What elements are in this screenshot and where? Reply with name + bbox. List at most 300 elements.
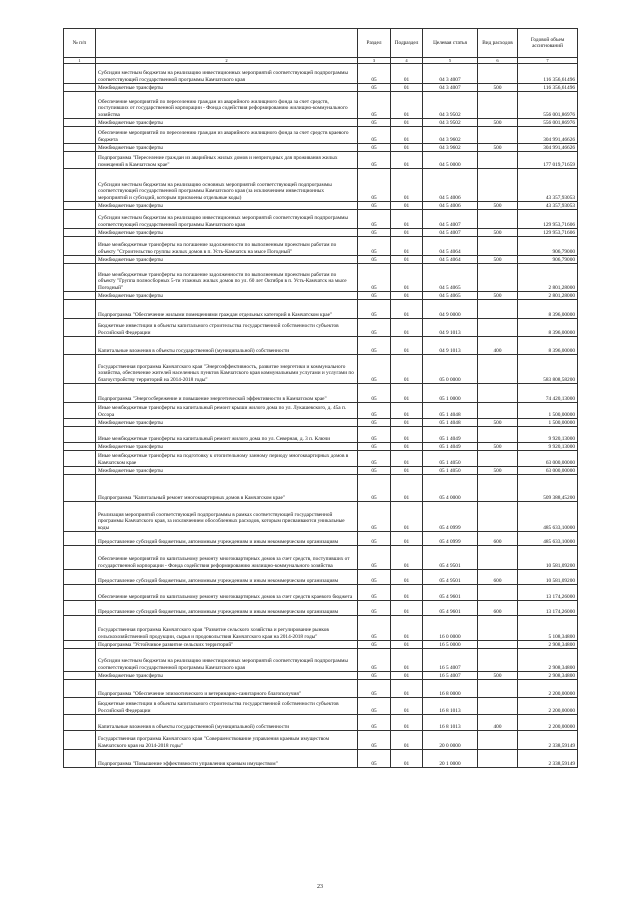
table-row <box>64 384 578 403</box>
row-num-cell <box>64 419 96 427</box>
row-amount-cell: 2 908,34800 <box>518 672 578 680</box>
table-row <box>64 427 578 443</box>
row-num-cell <box>64 152 96 169</box>
table-row <box>64 355 578 384</box>
table-row <box>64 443 578 451</box>
table-row <box>64 319 578 337</box>
row-csr-cell: 04 5 4064 <box>423 256 478 264</box>
row-amount-cell: 1 500,00000 <box>518 403 578 419</box>
row-csr-cell: 05 1 4049 <box>423 427 478 443</box>
row-name-cell: Межбюджетные трансферты <box>96 467 358 475</box>
row-num-cell <box>64 210 96 229</box>
row-num-cell <box>64 731 96 750</box>
row-podrazdel-cell: 01 <box>391 210 423 229</box>
row-num-cell <box>64 467 96 475</box>
row-podrazdel-cell: 01 <box>391 256 423 264</box>
row-csr-cell: 05 4 9601 <box>423 601 478 616</box>
row-razdel-cell: 05 <box>358 443 391 451</box>
table-row <box>64 641 578 649</box>
row-razdel-cell: 05 <box>358 715 391 731</box>
row-csr-cell: 05 1 0000 <box>423 384 478 403</box>
row-csr-cell: 16 8 0000 <box>423 680 478 698</box>
table-row <box>64 532 578 546</box>
row-name-cell: Капитальные вложения в объекты государственной (муниципальной) собственности <box>96 715 358 731</box>
row-name-cell: Подпрограмма "Устойчивое развитие сельских территорий" <box>96 641 358 649</box>
row-csr-cell: 04 3 4007 <box>423 64 478 84</box>
table-row <box>64 84 578 92</box>
row-razdel-cell: 05 <box>358 451 391 467</box>
table-row <box>64 256 578 264</box>
column-number: 5 <box>423 58 478 64</box>
row-csr-cell: 04 3 9502 <box>423 92 478 119</box>
row-num-cell <box>64 92 96 119</box>
row-num-cell <box>64 427 96 443</box>
row-razdel-cell: 05 <box>358 403 391 419</box>
column-number: 7 <box>518 58 578 64</box>
row-amount-cell: 129 953,71606 <box>518 229 578 237</box>
row-csr-cell: 05 4 0999 <box>423 532 478 546</box>
row-vr-cell <box>478 355 518 384</box>
row-name-cell: Подпрограмма "Обеспечение жилыми помещениями граждан отдельных категорий в Камчатском крае" <box>96 300 358 319</box>
row-csr-cell: 05 4 9601 <box>423 585 478 601</box>
row-podrazdel-cell: 01 <box>391 292 423 300</box>
row-razdel-cell: 05 <box>358 319 391 337</box>
row-razdel-cell: 05 <box>358 292 391 300</box>
row-podrazdel-cell: 01 <box>391 467 423 475</box>
row-razdel-cell: 05 <box>358 585 391 601</box>
row-name-cell: Межбюджетные трансферты <box>96 229 358 237</box>
row-name-cell: Иные межбюджетные трансферты на капитальный ремонт крыши жилого дома по ул. Лукашевского, д. 45а п. Оссора <box>96 403 358 419</box>
row-csr-cell: 16 5 0000 <box>423 641 478 649</box>
row-name-cell: Обеспечение мероприятий по капитальному ремонту многоквартирных домов за счет средств краевого бюджета <box>96 585 358 601</box>
table-row <box>64 229 578 237</box>
row-vr-cell: 500 <box>478 144 518 152</box>
row-vr-cell <box>478 384 518 403</box>
table-row <box>64 300 578 319</box>
row-csr-cell: 04 9 0000 <box>423 300 478 319</box>
row-razdel-cell: 05 <box>358 300 391 319</box>
row-podrazdel-cell: 01 <box>391 427 423 443</box>
row-amount-cell: 63 000,00000 <box>518 451 578 467</box>
row-name-cell: Реализация мероприятий соответствующей подпрограммы в рамках соответствующей государственной программы Камчатского края, за исключением обособленных расходов, которым присваиваются уникальные коды <box>96 502 358 532</box>
row-vr-cell <box>478 319 518 337</box>
row-name-cell: Государственная программа Камчатского края "Энергоэффективность, развитие энергетики и коммунального хозяйства, обеспечение жителей населенных пунктов Камчатского края коммунальными услугами и услугами по благоустройству территорий на 2014-2018 годы" <box>96 355 358 384</box>
row-vr-cell: 600 <box>478 532 518 546</box>
row-name-cell: Подпрограмма "Капитальный ремонт многоквартирных домов в Камчатском крае" <box>96 475 358 502</box>
row-name-cell: Обеспечение мероприятий по переселению граждан из аварийного жилищного фонда за счет средств краевого бюджета <box>96 127 358 144</box>
row-podrazdel-cell: 01 <box>391 731 423 750</box>
row-csr-cell: 20 0 0000 <box>423 731 478 750</box>
row-amount-cell: 8 396,00000 <box>518 300 578 319</box>
row-podrazdel-cell: 01 <box>391 152 423 169</box>
header-vr: Вид расходов <box>478 29 518 58</box>
row-amount-cell: 906,79000 <box>518 237 578 256</box>
row-csr-cell: 04 5 4007 <box>423 229 478 237</box>
row-razdel-cell: 05 <box>358 84 391 92</box>
row-num-cell <box>64 475 96 502</box>
row-csr-cell: 04 5 4064 <box>423 237 478 256</box>
row-amount-cell: 9 920,13000 <box>518 443 578 451</box>
row-csr-cell: 16 0 0000 <box>423 616 478 641</box>
row-num-cell <box>64 715 96 731</box>
row-vr-cell: 500 <box>478 84 518 92</box>
row-num-cell <box>64 355 96 384</box>
row-podrazdel-cell: 01 <box>391 169 423 202</box>
row-num-cell <box>64 264 96 292</box>
page-number: 23 <box>317 884 323 890</box>
row-razdel-cell: 05 <box>358 384 391 403</box>
row-num-cell <box>64 144 96 152</box>
row-csr-cell: 04 5 4065 <box>423 292 478 300</box>
row-podrazdel-cell: 01 <box>391 475 423 502</box>
row-num-cell <box>64 570 96 585</box>
row-name-cell: Межбюджетные трансферты <box>96 202 358 210</box>
table-row <box>64 649 578 672</box>
row-num-cell <box>64 384 96 403</box>
row-csr-cell: 05 4 9501 <box>423 570 478 585</box>
row-razdel-cell: 05 <box>358 467 391 475</box>
row-num-cell <box>64 502 96 532</box>
row-vr-cell <box>478 210 518 229</box>
table-row <box>64 144 578 152</box>
row-amount-cell: 304 991,46626 <box>518 127 578 144</box>
row-podrazdel-cell: 01 <box>391 355 423 384</box>
row-razdel-cell: 05 <box>358 502 391 532</box>
row-name-cell: Субсидии местным бюджетам на реализацию инвестиционных мероприятий соответствующей подпрограммы соответствующей государственной программы Камчатского края <box>96 210 358 229</box>
row-name-cell: Предоставление субсидий бюджетным, автономным учреждениям и иным некоммерческим организациям <box>96 601 358 616</box>
row-amount-cell: 2 801,28000 <box>518 292 578 300</box>
row-name-cell: Капитальные вложения в объекты государственной (муниципальной) собственности <box>96 337 358 355</box>
header-row <box>64 29 578 58</box>
row-csr-cell: 04 3 4007 <box>423 84 478 92</box>
row-name-cell: Межбюджетные трансферты <box>96 119 358 127</box>
row-razdel-cell: 05 <box>358 649 391 672</box>
row-num-cell <box>64 585 96 601</box>
column-number: 4 <box>391 58 423 64</box>
table-row <box>64 64 578 84</box>
row-amount-cell: 2 338,59149 <box>518 731 578 750</box>
budget-table <box>63 28 578 768</box>
row-csr-cell: 20 1 0000 <box>423 750 478 768</box>
row-csr-cell: 05 1 4048 <box>423 419 478 427</box>
row-num-cell <box>64 319 96 337</box>
header-amount: Годовой объем ассигнований <box>518 29 578 58</box>
row-name-cell: Межбюджетные трансферты <box>96 443 358 451</box>
row-vr-cell <box>478 585 518 601</box>
row-razdel-cell: 05 <box>358 210 391 229</box>
row-name-cell: Подпрограмма "Энергосбережение и повышение энергетической эффективности в Камчатском крае" <box>96 384 358 403</box>
row-vr-cell <box>478 680 518 698</box>
row-csr-cell: 05 0 0000 <box>423 355 478 384</box>
row-vr-cell: 400 <box>478 715 518 731</box>
row-razdel-cell: 05 <box>358 144 391 152</box>
row-razdel-cell: 05 <box>358 337 391 355</box>
row-amount-cell: 556 001,86976 <box>518 92 578 119</box>
row-razdel-cell: 05 <box>358 355 391 384</box>
row-razdel-cell: 05 <box>358 731 391 750</box>
row-name-cell: Обеспечение мероприятий по переселению граждан из аварийного жилищного фонда за счет средств, поступивших от государственной корпорации - Фонда содействия реформированию жилищно-коммунального хозяйства <box>96 92 358 119</box>
row-razdel-cell: 05 <box>358 169 391 202</box>
row-vr-cell <box>478 152 518 169</box>
row-amount-cell: 1 500,00000 <box>518 419 578 427</box>
row-vr-cell <box>478 169 518 202</box>
row-podrazdel-cell: 01 <box>391 546 423 570</box>
row-razdel-cell: 05 <box>358 229 391 237</box>
row-podrazdel-cell: 01 <box>391 585 423 601</box>
row-num-cell <box>64 292 96 300</box>
header-podrazdel: Подраздел <box>391 29 423 58</box>
document-page <box>63 28 577 768</box>
row-vr-cell <box>478 451 518 467</box>
table-row <box>64 715 578 731</box>
row-vr-cell: 500 <box>478 292 518 300</box>
row-razdel-cell: 05 <box>358 616 391 641</box>
column-number: 2 <box>96 58 358 64</box>
row-num-cell <box>64 337 96 355</box>
table-row <box>64 92 578 119</box>
row-vr-cell <box>478 264 518 292</box>
row-vr-cell <box>478 427 518 443</box>
row-num-cell <box>64 300 96 319</box>
row-amount-cell: 2 200,00000 <box>518 715 578 731</box>
row-name-cell: Субсидии местным бюджетам на реализацию инвестиционных мероприятий соответствующей подпрограммы соответствующей государственной программы Камчатского края <box>96 64 358 84</box>
row-num-cell <box>64 672 96 680</box>
row-podrazdel-cell: 01 <box>391 750 423 768</box>
table-row <box>64 237 578 256</box>
row-vr-cell: 500 <box>478 419 518 427</box>
row-name-cell: Подпрограмма "Повышение эффективности управления краевым имуществом" <box>96 750 358 768</box>
row-razdel-cell: 05 <box>358 119 391 127</box>
row-razdel-cell: 05 <box>358 256 391 264</box>
table-row <box>64 292 578 300</box>
row-vr-cell: 500 <box>478 256 518 264</box>
row-razdel-cell: 05 <box>358 672 391 680</box>
row-podrazdel-cell: 01 <box>391 601 423 616</box>
row-name-cell: Межбюджетные трансферты <box>96 672 358 680</box>
row-name-cell: Обеспечение мероприятий по капитальному ремонту многоквартирных домов за счет средств, поступивших от государственной корпорации - Фонда содействия реформированию жилищно-коммунального хозяйства <box>96 546 358 570</box>
row-csr-cell: 16 8 1013 <box>423 698 478 715</box>
row-num-cell <box>64 443 96 451</box>
row-csr-cell: 05 1 4048 <box>423 403 478 419</box>
row-amount-cell: 8 396,00000 <box>518 319 578 337</box>
row-podrazdel-cell: 01 <box>391 229 423 237</box>
row-vr-cell <box>478 475 518 502</box>
column-number: 1 <box>64 58 96 64</box>
row-vr-cell <box>478 92 518 119</box>
table-row <box>64 750 578 768</box>
row-razdel-cell: 05 <box>358 152 391 169</box>
row-amount-cell: 906,79000 <box>518 256 578 264</box>
row-amount-cell: 2 801,28000 <box>518 264 578 292</box>
row-name-cell: Межбюджетные трансферты <box>96 292 358 300</box>
row-csr-cell: 04 5 4006 <box>423 202 478 210</box>
table-row <box>64 680 578 698</box>
row-num-cell <box>64 750 96 768</box>
row-podrazdel-cell: 01 <box>391 319 423 337</box>
table-row <box>64 119 578 127</box>
row-amount-cell: 13 174,26000 <box>518 585 578 601</box>
row-name-cell: Предоставление субсидий бюджетным, автономным учреждениям и иным некоммерческим организациям <box>96 570 358 585</box>
row-amount-cell: 485 633,10000 <box>518 502 578 532</box>
column-number: 3 <box>358 58 391 64</box>
row-razdel-cell: 05 <box>358 127 391 144</box>
row-podrazdel-cell: 01 <box>391 532 423 546</box>
row-amount-cell: 304 991,46626 <box>518 144 578 152</box>
row-amount-cell: 43 357,93053 <box>518 169 578 202</box>
row-vr-cell <box>478 616 518 641</box>
row-podrazdel-cell: 01 <box>391 672 423 680</box>
row-podrazdel-cell: 01 <box>391 443 423 451</box>
row-vr-cell <box>478 64 518 84</box>
row-csr-cell: 04 9 1013 <box>423 337 478 355</box>
row-name-cell: Межбюджетные трансферты <box>96 256 358 264</box>
table-row <box>64 475 578 502</box>
row-num-cell <box>64 202 96 210</box>
row-name-cell: Межбюджетные трансферты <box>96 144 358 152</box>
header-num: № п/п <box>64 29 96 58</box>
row-num-cell <box>64 451 96 467</box>
row-vr-cell: 500 <box>478 672 518 680</box>
row-podrazdel-cell: 01 <box>391 127 423 144</box>
row-name-cell: Субсидии местным бюджетам на реализацию инвестиционных мероприятий соответствующей подпрограммы соответствующей государственной программы Камчатского края <box>96 649 358 672</box>
table-row <box>64 419 578 427</box>
row-podrazdel-cell: 01 <box>391 119 423 127</box>
row-amount-cell: 43 357,93053 <box>518 202 578 210</box>
row-amount-cell: 9 920,13000 <box>518 427 578 443</box>
row-name-cell: Иные межбюджетные трансферты на погашение задолженности по выполненным проектным работам по объекту "Группа полносборных 5-ти этажных жилых домов по ул. 60 лет Октября в п. Усть-Камчатск на мысе Погодный" <box>96 264 358 292</box>
row-podrazdel-cell: 01 <box>391 92 423 119</box>
row-amount-cell: 10 581,09200 <box>518 570 578 585</box>
row-name-cell: Иные межбюджетные трансферты на подготовку к отопительному занному периоду многоквартирных домов в Камчатском крае <box>96 451 358 467</box>
row-razdel-cell: 05 <box>358 601 391 616</box>
row-amount-cell: 10 581,09200 <box>518 546 578 570</box>
row-vr-cell: 500 <box>478 202 518 210</box>
table-row <box>64 616 578 641</box>
table-row <box>64 169 578 202</box>
row-csr-cell: 04 5 4006 <box>423 169 478 202</box>
row-vr-cell: 600 <box>478 601 518 616</box>
row-vr-cell <box>478 403 518 419</box>
row-csr-cell: 04 3 9602 <box>423 127 478 144</box>
row-podrazdel-cell: 01 <box>391 144 423 152</box>
row-razdel-cell: 05 <box>358 546 391 570</box>
header-csr: Целевая статья <box>423 29 478 58</box>
table-row <box>64 546 578 570</box>
row-vr-cell <box>478 546 518 570</box>
row-razdel-cell: 05 <box>358 64 391 84</box>
row-vr-cell <box>478 502 518 532</box>
row-csr-cell: 04 5 0000 <box>423 152 478 169</box>
row-csr-cell: 05 4 9501 <box>423 546 478 570</box>
row-name-cell: Государственная программа Камчатского края "Совершенствование управления краевым имуществом Камчатского края на 2014-2018 годы" <box>96 731 358 750</box>
row-amount-cell: 5 108,34800 <box>518 616 578 641</box>
row-csr-cell: 04 3 9602 <box>423 144 478 152</box>
row-csr-cell: 16 8 1013 <box>423 715 478 731</box>
row-num-cell <box>64 237 96 256</box>
row-razdel-cell: 05 <box>358 237 391 256</box>
row-num-cell <box>64 641 96 649</box>
row-num-cell <box>64 256 96 264</box>
row-name-cell: Субсидии местным бюджетам на реализацию основных мероприятий соответствующей подпрограммы соответствующей государственной программы Камчатского края (за исключением инвестиционных мероприятий и субсидий, которым присвоены отдельные коды) <box>96 169 358 202</box>
row-razdel-cell: 05 <box>358 92 391 119</box>
row-csr-cell: 05 1 4050 <box>423 467 478 475</box>
row-name-cell: Бюджетные инвестиции в объекты капитального строительства государственной собственности субъектов Российской Федерации <box>96 319 358 337</box>
row-name-cell: Государственная программа Камчатского края "Развитие сельского хозяйства и регулирование рынков сельскохозяйственной продукции, сырья и продовольствия Камчатского края на 2014-2018 годы" <box>96 616 358 641</box>
row-vr-cell: 600 <box>478 570 518 585</box>
row-name-cell: Иные межбюджетные трансферты на погашение задолженности по выполненным проектным работам по объекту "Строительство группы жилых домов в п. Усть-Камчатск на мысе Погодный" <box>96 237 358 256</box>
table-row <box>64 264 578 292</box>
row-num-cell <box>64 698 96 715</box>
row-podrazdel-cell: 01 <box>391 202 423 210</box>
row-podrazdel-cell: 01 <box>391 403 423 419</box>
row-vr-cell <box>478 300 518 319</box>
table-body <box>64 64 578 768</box>
row-amount-cell: 509 388,45200 <box>518 475 578 502</box>
row-num-cell <box>64 616 96 641</box>
row-name-cell: Подпрограмма "Переселение граждан из аварийных жилых домов и непригодных для проживания жилых помещений в Камчатском крае" <box>96 152 358 169</box>
row-podrazdel-cell: 01 <box>391 641 423 649</box>
row-podrazdel-cell: 01 <box>391 419 423 427</box>
row-num-cell <box>64 169 96 202</box>
row-razdel-cell: 05 <box>358 419 391 427</box>
row-razdel-cell: 05 <box>358 475 391 502</box>
row-podrazdel-cell: 01 <box>391 384 423 403</box>
row-vr-cell <box>478 698 518 715</box>
row-amount-cell: 583 808,58200 <box>518 355 578 384</box>
table-row <box>64 210 578 229</box>
row-num-cell <box>64 680 96 698</box>
row-amount-cell: 2 908,34800 <box>518 641 578 649</box>
row-razdel-cell: 05 <box>358 427 391 443</box>
table-row <box>64 451 578 467</box>
row-amount-cell: 129 953,71606 <box>518 210 578 229</box>
table-row <box>64 467 578 475</box>
row-amount-cell: 116 356,61496 <box>518 84 578 92</box>
table-row <box>64 601 578 616</box>
row-razdel-cell: 05 <box>358 750 391 768</box>
row-num-cell <box>64 403 96 419</box>
row-csr-cell: 05 1 4050 <box>423 451 478 467</box>
row-amount-cell: 2 908,34800 <box>518 649 578 672</box>
row-csr-cell: 05 4 0999 <box>423 502 478 532</box>
row-razdel-cell: 05 <box>358 532 391 546</box>
row-csr-cell: 16 5 4007 <box>423 649 478 672</box>
row-vr-cell <box>478 127 518 144</box>
row-amount-cell: 2 338,59149 <box>518 750 578 768</box>
table-row <box>64 698 578 715</box>
row-vr-cell: 500 <box>478 443 518 451</box>
row-podrazdel-cell: 01 <box>391 300 423 319</box>
row-vr-cell: 500 <box>478 467 518 475</box>
column-number: 6 <box>478 58 518 64</box>
row-num-cell <box>64 649 96 672</box>
row-num-cell <box>64 84 96 92</box>
row-csr-cell: 04 3 9502 <box>423 119 478 127</box>
row-amount-cell: 63 000,00000 <box>518 467 578 475</box>
table-row <box>64 127 578 144</box>
row-num-cell <box>64 64 96 84</box>
row-csr-cell: 05 4 0000 <box>423 475 478 502</box>
row-podrazdel-cell: 01 <box>391 64 423 84</box>
row-csr-cell: 04 5 4065 <box>423 264 478 292</box>
row-vr-cell: 500 <box>478 119 518 127</box>
row-num-cell <box>64 546 96 570</box>
row-amount-cell: 2 200,00000 <box>518 680 578 698</box>
row-podrazdel-cell: 01 <box>391 264 423 292</box>
row-razdel-cell: 05 <box>358 680 391 698</box>
row-num-cell <box>64 532 96 546</box>
row-podrazdel-cell: 01 <box>391 502 423 532</box>
